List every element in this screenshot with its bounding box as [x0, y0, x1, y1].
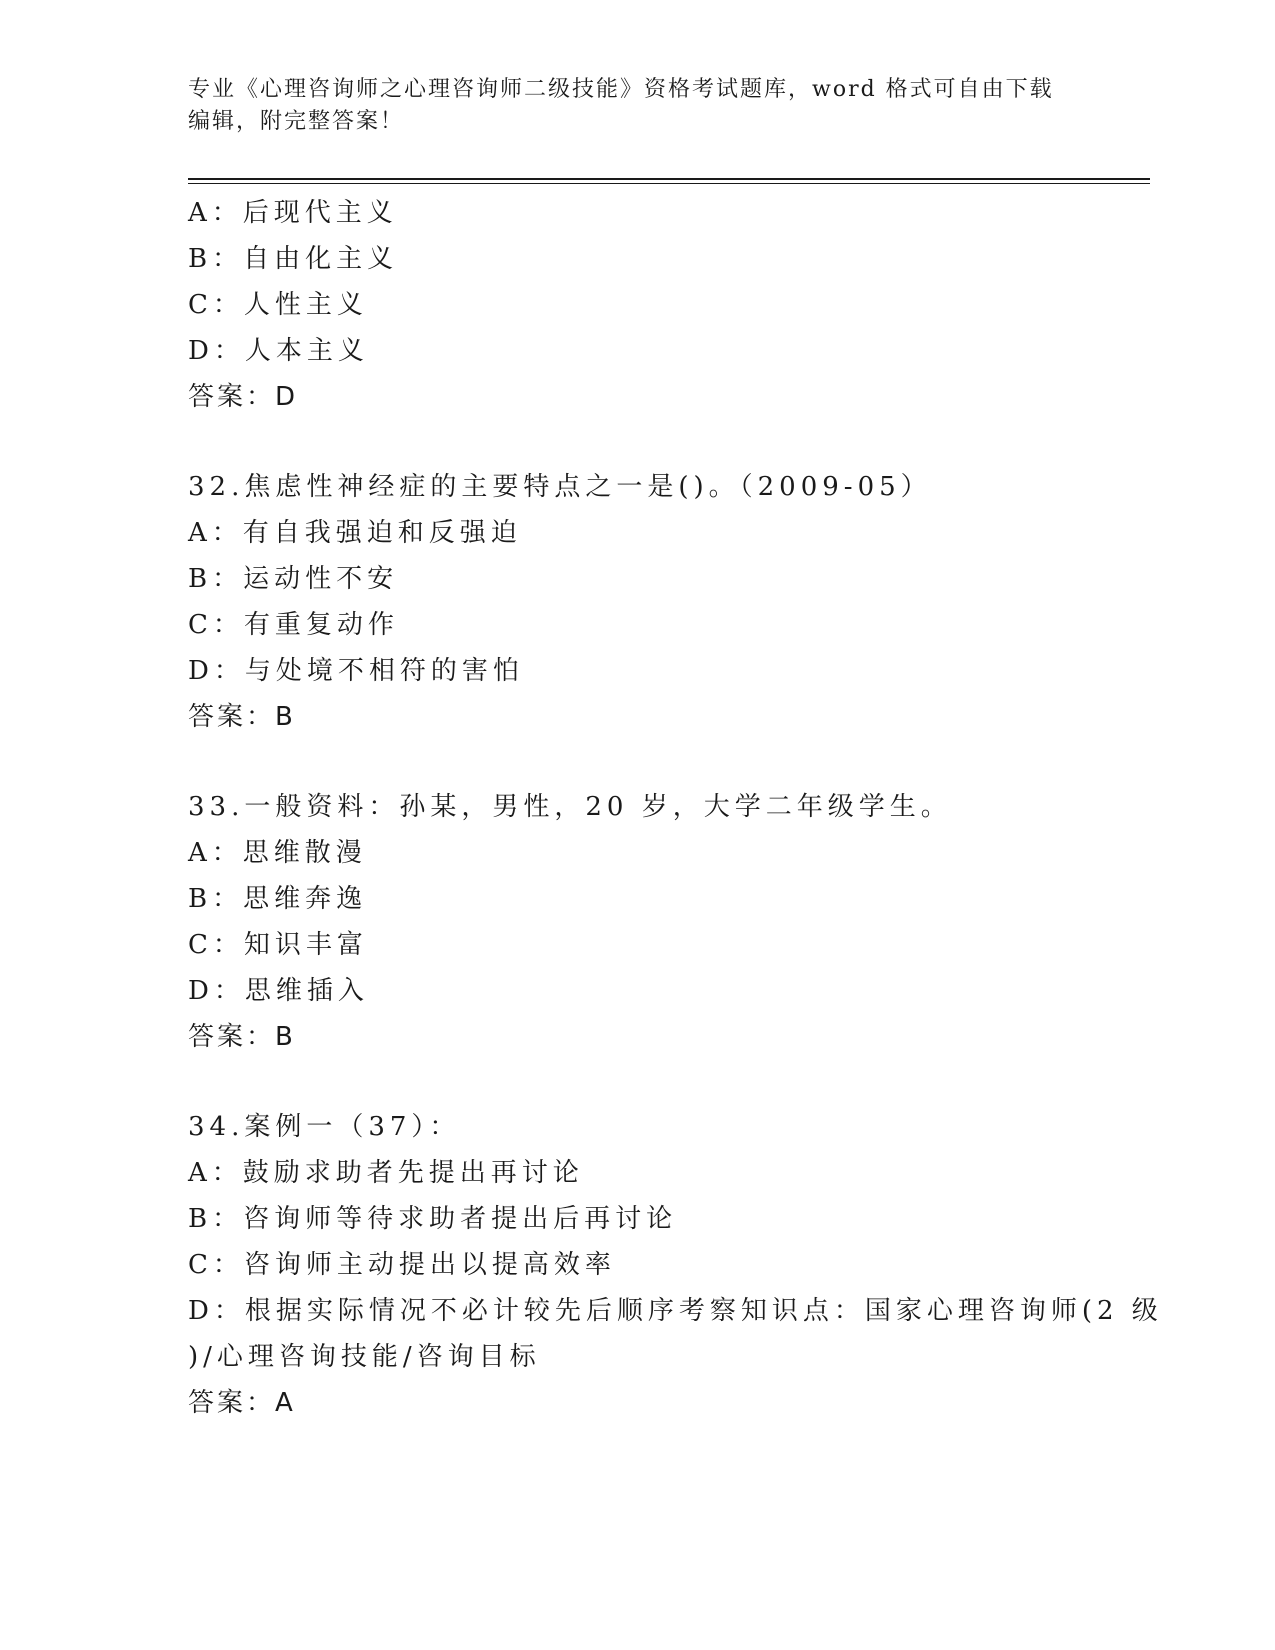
question-block-33 — [188, 784, 1088, 1060]
answer-line: 答案：B — [188, 702, 296, 732]
option-c: C：知识丰富 — [188, 930, 368, 960]
option-a: A：思维散漫 — [188, 838, 367, 868]
option-a: A：鼓励求助者先提出再讨论 — [188, 1158, 584, 1188]
option-a: A：后现代主义 — [188, 198, 398, 228]
option-c: C：有重复动作 — [188, 610, 399, 640]
answer-line: 答案：A — [188, 1388, 296, 1418]
question-list — [188, 190, 1163, 1426]
option-b: B：咨询师等待求助者提出后再讨论 — [188, 1204, 678, 1234]
option-d: D：根据实际情况不必计较先后顺序考察知识点：国家心理咨询师(2 级 — [188, 1296, 1163, 1326]
option-c: C：人性主义 — [188, 290, 368, 320]
option-b: B：思维奔逸 — [188, 884, 368, 914]
header-line-1: 专业《心理咨询师之心理咨询师二级技能》资格考试题库，word 格式可自由下载 — [188, 77, 1054, 102]
question-block-31 — [188, 190, 1088, 420]
option-d: D：与处境不相符的害怕 — [188, 656, 524, 686]
question-text: 34.案例一（37）： — [188, 1112, 461, 1142]
option-b: B：自由化主义 — [188, 244, 399, 274]
option-d: D：思维插入 — [188, 976, 369, 1006]
question-block-34 — [188, 1104, 1163, 1426]
header-line-2: 编辑，附完整答案！ — [188, 109, 405, 134]
option-c: C：咨询师主动提出以提高效率 — [188, 1250, 616, 1280]
document-header — [188, 74, 1078, 138]
option-b: B：运动性不安 — [188, 564, 399, 594]
header-divider-thick — [188, 178, 1150, 180]
header-divider-thin — [188, 183, 1150, 184]
option-d-continued: )/心理咨询技能/咨询目标 — [188, 1342, 541, 1372]
question-block-32 — [188, 464, 1088, 740]
answer-line: 答案：D — [188, 382, 299, 412]
question-text: 32.焦虑性神经症的主要特点之一是()。（2009-05） — [188, 472, 932, 502]
question-text: 33.一般资料：孙某，男性，20 岁，大学二年级学生。 — [188, 792, 952, 822]
option-a: A：有自我强迫和反强迫 — [188, 518, 522, 548]
answer-line: 答案：B — [188, 1022, 296, 1052]
option-d: D：人本主义 — [188, 336, 369, 366]
